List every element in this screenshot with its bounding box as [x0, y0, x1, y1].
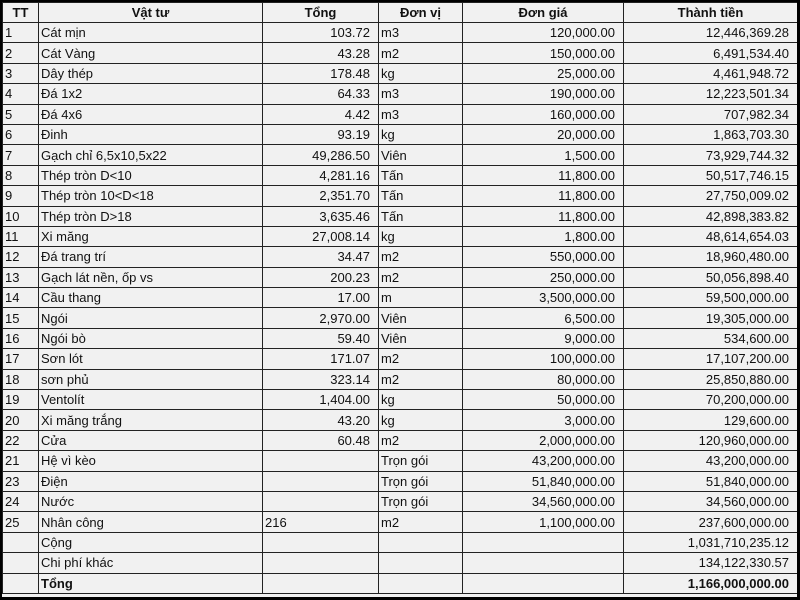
cell-unit-price[interactable]: 2,000,000.00 [463, 430, 624, 450]
cell-material[interactable]: Thép tròn 10<D<18 [39, 186, 263, 206]
cell-tt[interactable]: 20 [3, 410, 39, 430]
table-row [3, 267, 798, 287]
cell-unit-price[interactable]: 120,000.00 [463, 23, 624, 43]
cell-amount[interactable]: 534,600.00 [624, 328, 798, 348]
table-row [3, 390, 798, 410]
cell-quantity[interactable] [263, 451, 379, 471]
table-row [3, 308, 798, 328]
cell-quantity[interactable]: 1,404.00 [263, 390, 379, 410]
table-row [3, 369, 798, 389]
cell-unit-price[interactable]: 1,500.00 [463, 145, 624, 165]
cell-material[interactable]: Nước [39, 491, 263, 511]
cell-amount[interactable]: 1,031,710,235.12 [624, 532, 798, 552]
cell-tt[interactable]: 17 [3, 349, 39, 369]
table-row [3, 512, 798, 532]
table-row [3, 23, 798, 43]
cell-tt[interactable]: 22 [3, 430, 39, 450]
cell-tt[interactable]: 12 [3, 247, 39, 267]
cell-unit[interactable]: m2 [379, 267, 463, 287]
cell-unit[interactable]: Tấn [379, 186, 463, 206]
cell-tt[interactable]: 24 [3, 491, 39, 511]
cell-quantity[interactable] [263, 573, 379, 593]
cell-quantity[interactable]: 59.40 [263, 328, 379, 348]
cell-unit[interactable]: Tấn [379, 206, 463, 226]
table-row [3, 328, 798, 348]
cell-unit-price[interactable]: 34,560,000.00 [463, 491, 624, 511]
cell-material[interactable]: Nhân công [39, 512, 263, 532]
table-row [3, 471, 798, 491]
cell-unit-price[interactable]: 50,000.00 [463, 390, 624, 410]
cell-material[interactable]: Điện [39, 471, 263, 491]
cell-amount[interactable]: 51,840,000.00 [624, 471, 798, 491]
cell-amount[interactable]: 12,446,369.28 [624, 23, 798, 43]
cell-amount[interactable]: 134,122,330.57 [624, 553, 798, 573]
cell-tt[interactable]: 9 [3, 186, 39, 206]
cell-quantity[interactable]: 323.14 [263, 369, 379, 389]
cell-material[interactable]: Gạch lát nền, ốp vs [39, 267, 263, 287]
cell-unit-price[interactable]: 43,200,000.00 [463, 451, 624, 471]
table-row [3, 349, 798, 369]
cell-amount[interactable]: 19,305,000.00 [624, 308, 798, 328]
cell-unit-price[interactable]: 9,000.00 [463, 328, 624, 348]
cell-quantity[interactable] [263, 532, 379, 552]
cell-material[interactable]: Xi măng trắng [39, 410, 263, 430]
cell-unit[interactable]: Trọn gói [379, 491, 463, 511]
cell-quantity[interactable] [263, 553, 379, 573]
cell-amount[interactable]: 25,850,880.00 [624, 369, 798, 389]
cell-material[interactable]: Đá trang trí [39, 247, 263, 267]
cell-material[interactable]: Cầu thang [39, 288, 263, 308]
cell-amount[interactable]: 73,929,744.32 [624, 145, 798, 165]
cell-material[interactable]: sơn phủ [39, 369, 263, 389]
cell-material[interactable]: Ngói [39, 308, 263, 328]
cell-material[interactable]: Hệ vì kèo [39, 451, 263, 471]
cell-tt[interactable] [3, 553, 39, 573]
cell-amount[interactable]: 50,517,746.15 [624, 165, 798, 185]
table-row [3, 84, 798, 104]
cell-material[interactable]: Đá 1x2 [39, 84, 263, 104]
cell-material[interactable]: Đá 4x6 [39, 104, 263, 124]
cell-unit-price[interactable]: 51,840,000.00 [463, 471, 624, 491]
table-row [3, 104, 798, 124]
cell-quantity[interactable] [263, 491, 379, 511]
cell-material[interactable]: Ventolít [39, 390, 263, 410]
cell-material[interactable]: Đinh [39, 124, 263, 144]
cell-material[interactable]: Gạch chỉ 6,5x10,5x22 [39, 145, 263, 165]
cell-tt[interactable]: 5 [3, 104, 39, 124]
table-row [3, 410, 798, 430]
cell-material[interactable]: Thép tròn D>18 [39, 206, 263, 226]
cell-amount[interactable]: 120,960,000.00 [624, 430, 798, 450]
cell-quantity[interactable]: 64.33 [263, 84, 379, 104]
cell-unit[interactable] [379, 553, 463, 573]
table-row [3, 553, 798, 573]
cell-unit-price[interactable]: 6,500.00 [463, 308, 624, 328]
cell-amount[interactable]: 17,107,200.00 [624, 349, 798, 369]
cell-amount[interactable]: 50,056,898.40 [624, 267, 798, 287]
cell-unit[interactable]: Trọn gói [379, 451, 463, 471]
cell-unit[interactable]: m2 [379, 369, 463, 389]
table-row [3, 288, 798, 308]
cell-unit[interactable]: m3 [379, 104, 463, 124]
cell-material[interactable]: Tổng [39, 573, 263, 593]
cell-material[interactable]: Cửa [39, 430, 263, 450]
cell-unit-price[interactable]: 20,000.00 [463, 124, 624, 144]
cell-unit[interactable]: m3 [379, 23, 463, 43]
cell-quantity[interactable]: 4.42 [263, 104, 379, 124]
cell-tt[interactable] [3, 573, 39, 593]
cell-unit-price[interactable]: 80,000.00 [463, 369, 624, 389]
cell-tt[interactable]: 25 [3, 512, 39, 532]
cell-amount[interactable]: 27,750,009.02 [624, 186, 798, 206]
cell-quantity[interactable]: 60.48 [263, 430, 379, 450]
cell-unit[interactable]: m2 [379, 349, 463, 369]
table-row [3, 165, 798, 185]
table-row [3, 124, 798, 144]
cell-quantity[interactable] [263, 471, 379, 491]
cell-material[interactable]: Dây thép [39, 63, 263, 83]
table-row [3, 451, 798, 471]
header-tt[interactable]: TT [3, 3, 39, 23]
cell-amount[interactable]: 129,600.00 [624, 410, 798, 430]
cell-material[interactable]: Cát Vàng [39, 43, 263, 63]
cell-material[interactable]: Ngói bò [39, 328, 263, 348]
cell-unit-price[interactable] [463, 553, 624, 573]
cell-quantity[interactable]: 4,281.16 [263, 165, 379, 185]
header-unit-price[interactable]: Đơn giá [463, 3, 624, 23]
cell-unit-price[interactable]: 1,100,000.00 [463, 512, 624, 532]
cell-unit[interactable]: kg [379, 124, 463, 144]
spreadsheet-view [2, 2, 797, 597]
cell-tt[interactable]: 10 [3, 206, 39, 226]
cell-tt[interactable]: 21 [3, 451, 39, 471]
cell-material[interactable]: Chi phí khác [39, 553, 263, 573]
cell-amount[interactable]: 42,898,383.82 [624, 206, 798, 226]
cell-amount[interactable]: 12,223,501.34 [624, 84, 798, 104]
table-row [3, 226, 798, 246]
cell-unit[interactable]: Trọn gói [379, 471, 463, 491]
cell-amount[interactable]: 59,500,000.00 [624, 288, 798, 308]
cell-tt[interactable]: 3 [3, 63, 39, 83]
cell-unit[interactable] [379, 532, 463, 552]
cell-material[interactable]: Sơn lót [39, 349, 263, 369]
cell-unit[interactable]: Viên [379, 328, 463, 348]
cell-quantity[interactable]: 43.20 [263, 410, 379, 430]
cell-amount[interactable]: 1,166,000,000.00 [624, 573, 798, 593]
cell-quantity[interactable]: 43.28 [263, 43, 379, 63]
header-material[interactable]: Vật tư [39, 3, 263, 23]
cell-material[interactable]: Cát mịn [39, 23, 263, 43]
table-row [3, 63, 798, 83]
cell-unit[interactable]: Viên [379, 308, 463, 328]
cell-unit[interactable]: m2 [379, 247, 463, 267]
cell-unit-price[interactable]: 3,500,000.00 [463, 288, 624, 308]
header-amount[interactable]: Thành tiền [624, 3, 798, 23]
cell-tt[interactable]: 16 [3, 328, 39, 348]
cell-unit[interactable] [379, 573, 463, 593]
cell-tt[interactable]: 19 [3, 390, 39, 410]
cell-material[interactable]: Xi măng [39, 226, 263, 246]
cell-unit-price[interactable] [463, 532, 624, 552]
cell-material[interactable]: Cộng [39, 532, 263, 552]
cell-unit[interactable]: m2 [379, 430, 463, 450]
cell-quantity[interactable]: 103.72 [263, 23, 379, 43]
cell-tt[interactable]: 8 [3, 165, 39, 185]
header-unit[interactable]: Đơn vị [379, 3, 463, 23]
table-row [3, 491, 798, 511]
cell-unit[interactable]: kg [379, 63, 463, 83]
cell-tt[interactable]: 2 [3, 43, 39, 63]
cell-tt[interactable]: 15 [3, 308, 39, 328]
table-row [3, 430, 798, 450]
cell-unit-price[interactable]: 11,800.00 [463, 165, 624, 185]
cell-tt[interactable]: 4 [3, 84, 39, 104]
cell-amount[interactable]: 4,461,948.72 [624, 63, 798, 83]
cell-tt[interactable]: 14 [3, 288, 39, 308]
cell-unit[interactable]: kg [379, 226, 463, 246]
cell-tt[interactable]: 23 [3, 471, 39, 491]
cell-unit-price[interactable]: 150,000.00 [463, 43, 624, 63]
cell-quantity[interactable]: 3,635.46 [263, 206, 379, 226]
cell-unit[interactable]: kg [379, 390, 463, 410]
cell-quantity[interactable]: 216 [263, 512, 379, 532]
cell-unit-price[interactable]: 11,800.00 [463, 186, 624, 206]
cell-tt[interactable]: 18 [3, 369, 39, 389]
cell-unit[interactable]: m [379, 288, 463, 308]
cell-tt[interactable]: 1 [3, 23, 39, 43]
cell-amount[interactable]: 18,960,480.00 [624, 247, 798, 267]
cell-quantity[interactable]: 49,286.50 [263, 145, 379, 165]
table-row [3, 186, 798, 206]
cell-unit[interactable]: m2 [379, 512, 463, 532]
cell-tt[interactable]: 11 [3, 226, 39, 246]
cell-amount[interactable]: 707,982.34 [624, 104, 798, 124]
cell-unit[interactable]: kg [379, 410, 463, 430]
cell-quantity[interactable]: 34.47 [263, 247, 379, 267]
cell-quantity[interactable]: 27,008.14 [263, 226, 379, 246]
cell-unit-price[interactable]: 190,000.00 [463, 84, 624, 104]
cell-unit-price[interactable]: 100,000.00 [463, 349, 624, 369]
cell-amount[interactable]: 48,614,654.03 [624, 226, 798, 246]
cell-unit-price[interactable] [463, 573, 624, 593]
cell-unit[interactable]: m2 [379, 43, 463, 63]
cell-quantity[interactable]: 2,970.00 [263, 308, 379, 328]
header-quantity[interactable]: Tổng [263, 3, 379, 23]
cell-amount[interactable]: 6,491,534.40 [624, 43, 798, 63]
cell-unit-price[interactable]: 11,800.00 [463, 206, 624, 226]
table-row [3, 206, 798, 226]
table-row [3, 145, 798, 165]
cell-unit-price[interactable]: 250,000.00 [463, 267, 624, 287]
cell-unit-price[interactable]: 160,000.00 [463, 104, 624, 124]
header-row [3, 3, 798, 23]
cell-amount[interactable]: 43,200,000.00 [624, 451, 798, 471]
cell-amount[interactable]: 1,863,703.30 [624, 124, 798, 144]
cell-amount[interactable]: 34,560,000.00 [624, 491, 798, 511]
cell-tt[interactable]: 6 [3, 124, 39, 144]
table-row [3, 532, 798, 552]
cell-unit[interactable]: Tấn [379, 165, 463, 185]
cell-unit-price[interactable]: 550,000.00 [463, 247, 624, 267]
cell-quantity[interactable]: 200.23 [263, 267, 379, 287]
table-row [3, 573, 798, 593]
table-row [3, 43, 798, 63]
cell-quantity[interactable]: 17.00 [263, 288, 379, 308]
table-row [3, 247, 798, 267]
cell-amount[interactable]: 70,200,000.00 [624, 390, 798, 410]
cell-material[interactable]: Thép tròn D<10 [39, 165, 263, 185]
cell-quantity[interactable]: 178.48 [263, 63, 379, 83]
materials-cost-table [2, 2, 797, 594]
cell-quantity[interactable]: 171.07 [263, 349, 379, 369]
cell-quantity[interactable]: 93.19 [263, 124, 379, 144]
cell-quantity[interactable]: 2,351.70 [263, 186, 379, 206]
cell-tt[interactable]: 13 [3, 267, 39, 287]
cell-amount[interactable]: 237,600,000.00 [624, 512, 798, 532]
cell-tt[interactable] [3, 532, 39, 552]
cell-tt[interactable]: 7 [3, 145, 39, 165]
cell-unit[interactable]: m3 [379, 84, 463, 104]
cell-unit-price[interactable]: 1,800.00 [463, 226, 624, 246]
cell-unit[interactable]: Viên [379, 145, 463, 165]
cell-unit-price[interactable]: 3,000.00 [463, 410, 624, 430]
cell-unit-price[interactable]: 25,000.00 [463, 63, 624, 83]
